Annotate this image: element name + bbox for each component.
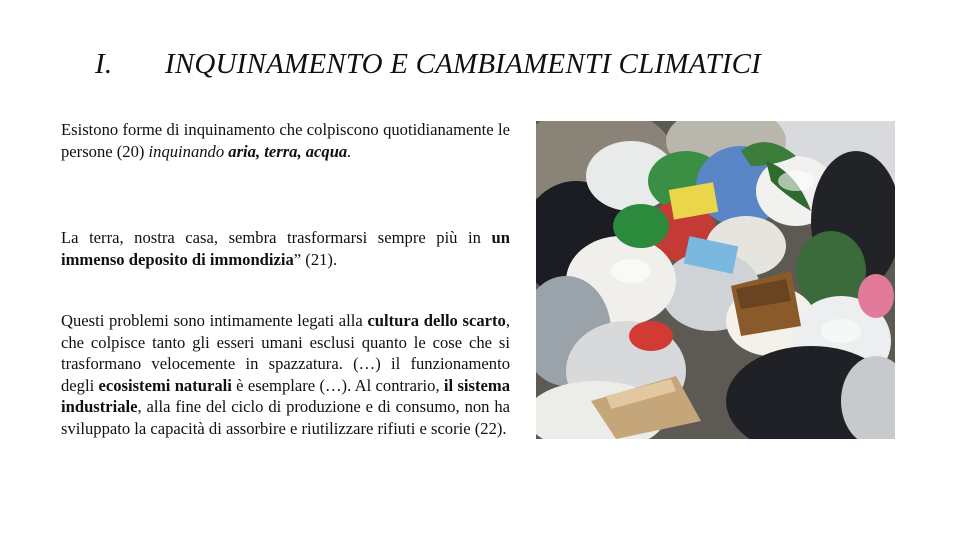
text-run: inquinando — [148, 141, 229, 161]
text-run: , che colpisce tanto gli esseri umani esclusi quanto le cose che si trasformano velocemente in spazzatura. (…) il funzionamento degli — [61, 311, 510, 395]
text-run: Questi problemi sono intimamente legati alla — [61, 311, 368, 330]
text-run: ” (21). — [293, 249, 338, 269]
title-number: I. — [95, 48, 113, 80]
text-run: , alla fine del ciclo di produzione e di consumo, non ha sviluppato la capacità di assorbire e riutilizzare rifiuti e scorie (22). — [61, 397, 510, 438]
text-run: è esemplare (…). Al contrario, — [231, 375, 444, 395]
slide-title — [95, 48, 895, 88]
text-run: La terra, nostra casa, sembra trasformarsi sempre più in — [61, 228, 492, 247]
garbage-photo — [536, 121, 895, 439]
text-run: cultura dello scarto — [367, 311, 506, 330]
text-run: il sistema industriale — [61, 375, 510, 417]
text-run: un immenso deposito di immondizia — [61, 228, 510, 269]
text-run: Esistono forme di inquinamento che colpiscono quotidianamente le persone (20) — [61, 120, 510, 161]
title-text: INQUINAMENTO E CAMBIAMENTI CLIMATICI — [165, 48, 762, 80]
paragraph-pollution-forms — [61, 119, 510, 162]
text-run: aria, terra, acqua — [228, 141, 348, 161]
paragraph-throwaway-culture — [61, 310, 510, 440]
text-run: . — [347, 141, 352, 161]
paragraph-earth-garbage — [61, 227, 510, 270]
text-run: ecosistemi naturali — [98, 375, 232, 395]
